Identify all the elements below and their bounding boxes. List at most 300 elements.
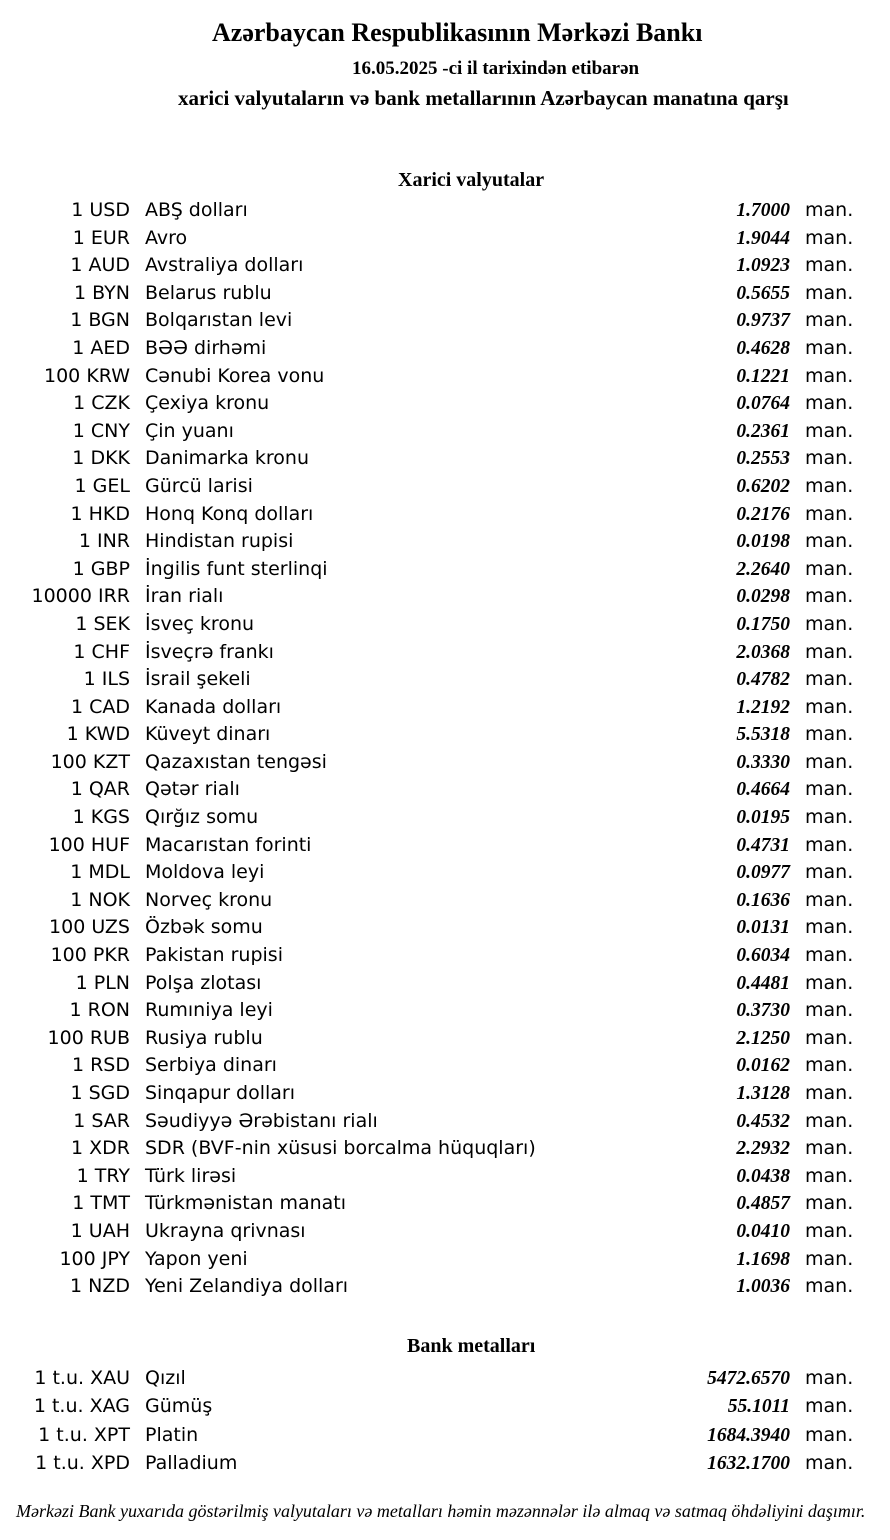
currency-code: BYN: [92, 281, 130, 304]
quantity-code-cell: [0, 528, 130, 556]
currency-row: [0, 1273, 890, 1301]
currency-row: [0, 307, 890, 335]
rate-value: 0.1750: [736, 613, 790, 635]
unit-label: man.: [805, 1026, 854, 1049]
page-title: Azərbaycan Respublikasının Mərkəzi Bankı: [212, 18, 703, 47]
currency-name: Çin yuanı: [145, 419, 234, 442]
quantity-code-cell: [0, 1025, 130, 1053]
currency-row: [0, 1163, 890, 1191]
quantity-code-cell: [0, 418, 130, 446]
quantity: 1: [71, 199, 84, 221]
quantity-code-cell: [0, 914, 130, 942]
currency-code: INR: [96, 530, 130, 553]
currency-row: [0, 197, 890, 225]
currency-row: [0, 1108, 890, 1136]
currency-name: Bolqarıstan levi: [145, 309, 293, 332]
currency-row: [0, 528, 890, 556]
quantity-code-cell: [0, 197, 130, 225]
currency-code: MDL: [88, 861, 130, 884]
rate-value: 0.3730: [736, 1000, 790, 1022]
quantity: 1: [71, 1054, 85, 1077]
currency-code: XDR: [89, 1137, 130, 1160]
quantity: 1: [72, 557, 85, 580]
unit-label: man.: [805, 281, 854, 304]
currency-name: ABŞ dolları: [145, 199, 248, 221]
currency-code: XAU: [90, 1367, 130, 1389]
currency-code: SGD: [88, 1082, 130, 1104]
quantity: 1: [72, 1192, 85, 1215]
quantity: 1: [78, 530, 91, 553]
currency-name: İsrail şekeli: [145, 668, 251, 691]
currency-row: [0, 1246, 890, 1274]
currency-row: [0, 335, 890, 363]
currency-row: [0, 252, 890, 280]
currency-name: Rumıniya leyi: [145, 999, 273, 1022]
unit-label: man.: [805, 254, 854, 277]
quantity: 100: [47, 1026, 84, 1049]
description-line: xarici valyutaların və bank metallarının Azərbaycan manatına qarşı: [178, 86, 789, 110]
currency-name: Serbiya dinarı: [145, 1054, 277, 1077]
quantity-code-cell: [0, 363, 130, 391]
unit-label: man.: [805, 1082, 854, 1104]
currency-code: AUD: [88, 254, 130, 277]
rate-value: 0.0438: [736, 1165, 790, 1187]
rate-value: 1.9044: [736, 227, 790, 249]
quantity-code-cell: [0, 1218, 130, 1246]
unit-label: man.: [805, 447, 854, 470]
currency-row: [0, 611, 890, 639]
metal-row: [0, 1421, 890, 1449]
quantity: 1: [73, 1109, 86, 1132]
currency-code: IRR: [97, 585, 130, 608]
unit-label: man.: [805, 916, 854, 939]
rate-value: 1.0923: [736, 255, 790, 277]
currency-code: GBP: [90, 557, 130, 580]
currency-name: Çexiya kronu: [145, 392, 270, 415]
currency-row: [0, 280, 890, 308]
currency-code: HKD: [88, 502, 130, 525]
currency-row: [0, 832, 890, 860]
currency-code: USD: [89, 199, 130, 221]
rate-value: 5472.6570: [707, 1368, 790, 1389]
quantity-code-cell: [0, 390, 130, 418]
quantity: 100: [50, 750, 87, 773]
unit-label: man.: [805, 778, 854, 801]
currency-code: KGS: [90, 806, 130, 829]
quantity-code-cell: [0, 280, 130, 308]
unit-label: man.: [805, 1219, 854, 1242]
quantity-code-cell: [0, 1080, 130, 1108]
currency-code: KRW: [86, 364, 130, 387]
quantity: 1: [70, 1275, 83, 1298]
unit-label: man.: [805, 806, 854, 829]
quantity-code-cell: [0, 776, 130, 804]
currency-code: TMT: [90, 1192, 130, 1215]
rate-value: 0.4664: [736, 779, 790, 801]
currency-code: UAH: [88, 1219, 130, 1242]
unit-label: man.: [805, 668, 854, 691]
currency-code: GEL: [92, 474, 130, 497]
unit-label: man.: [805, 557, 854, 580]
quantity: 1: [66, 723, 79, 746]
unit-label: man.: [805, 888, 854, 911]
currency-name: Moldova leyi: [145, 861, 265, 884]
currency-code: BGN: [88, 309, 130, 332]
rate-value: 0.0162: [736, 1055, 790, 1077]
currency-row: [0, 914, 890, 942]
rate-value: 0.2361: [736, 420, 790, 442]
quantity-code-cell: [0, 1108, 130, 1136]
quantity: 1: [73, 640, 86, 663]
metal-row: [0, 1392, 890, 1420]
quantity: 1: [73, 392, 86, 415]
currency-name: Yapon yeni: [145, 1247, 248, 1270]
unit-label: man.: [805, 723, 854, 746]
rate-value: 0.2176: [736, 503, 790, 525]
currency-code: RSD: [90, 1054, 130, 1077]
rate-value: 1.3128: [736, 1083, 790, 1104]
currency-row: [0, 556, 890, 584]
rate-value: 1632.1700: [707, 1452, 790, 1474]
quantity-code-cell: [0, 445, 130, 473]
unit-label: man.: [805, 309, 854, 332]
currency-name: Gümüş: [145, 1395, 213, 1418]
currency-row: [0, 501, 890, 529]
currency-code: CZK: [91, 392, 130, 415]
currency-name: Yeni Zelandiya dolları: [145, 1275, 349, 1298]
rate-value: 2.2640: [736, 558, 790, 580]
currency-row: [0, 225, 890, 253]
unit-label: man.: [805, 999, 854, 1022]
currency-row: [0, 887, 890, 915]
quantity-code-cell: [0, 804, 130, 832]
rate-value: 0.4628: [736, 337, 790, 359]
unit-label: man.: [805, 336, 854, 359]
rate-value: 2.2932: [736, 1138, 790, 1160]
currency-name: İngilis funt sterlinqi: [145, 557, 328, 580]
unit-label: man.: [805, 1109, 854, 1132]
currency-row: [0, 859, 890, 887]
rate-value: 0.6202: [736, 475, 790, 497]
quantity: 1: [70, 861, 83, 884]
quantity-code-cell: [0, 832, 130, 860]
rate-value: 0.3330: [736, 751, 790, 773]
effective-date-line: 16.05.2025 -ci il tarixindən etibarən: [352, 58, 640, 79]
currency-code: XPD: [90, 1451, 130, 1474]
currency-name: Türk lirəsi: [145, 1164, 237, 1187]
quantity: 1: [76, 1164, 89, 1187]
quantity: 1: [71, 1137, 84, 1160]
currency-row: [0, 997, 890, 1025]
quantity: 100: [48, 833, 85, 856]
currency-name: Platin: [145, 1423, 199, 1446]
rate-value: 0.1636: [736, 889, 790, 911]
quantity-code-cell: [0, 225, 130, 253]
unit-label: man.: [805, 1247, 854, 1270]
quantity-code-cell: [0, 887, 130, 915]
quantity: 1: [70, 888, 83, 911]
rate-value: 1684.3940: [707, 1424, 790, 1446]
currency-name: Kanada dolları: [145, 695, 282, 718]
currency-row: [0, 1052, 890, 1080]
currency-name: Danimarka kronu: [145, 447, 310, 470]
disclaimer-text: Mərkəzi Bank yuxarıda göstərilmiş valyutaları və metalları həmin məzənnələr ilə almaq və satmaq öhdəliyini daşımır.: [16, 1501, 866, 1521]
quantity: 1: [75, 971, 88, 994]
quantity-code-cell: [0, 611, 130, 639]
currency-name: İsveçrə frankı: [145, 640, 274, 663]
rate-value: 0.4731: [736, 834, 790, 856]
quantity: 1: [70, 778, 83, 801]
currency-code: KWD: [84, 723, 130, 746]
quantity-code-cell: [0, 1246, 130, 1274]
currency-name: Polşa zlotası: [145, 971, 262, 994]
quantity: 1 t.u.: [35, 1451, 85, 1474]
currency-name: Avro: [145, 226, 188, 249]
currency-name: Pakistan rupisi: [145, 944, 283, 967]
currency-code: XPT: [93, 1423, 130, 1446]
currency-row: [0, 1135, 890, 1163]
quantity-code-cell: [0, 970, 130, 998]
quantity-code-cell: [0, 1449, 130, 1477]
currency-name: Macarıstan forinti: [145, 833, 312, 856]
unit-label: man.: [805, 750, 854, 773]
currency-name: Qızıl: [145, 1367, 186, 1389]
currency-name: Rusiya rublu: [145, 1026, 263, 1049]
quantity-code-cell: [0, 307, 130, 335]
unit-label: man.: [805, 502, 854, 525]
unit-label: man.: [805, 199, 854, 221]
currency-name: Norveç kronu: [145, 888, 273, 911]
currency-name: Qırğız somu: [145, 806, 259, 829]
quantity-code-cell: [0, 997, 130, 1025]
rate-value: 0.0131: [736, 917, 790, 939]
metal-row: [0, 1364, 890, 1392]
unit-label: man.: [805, 971, 854, 994]
unit-label: man.: [805, 474, 854, 497]
quantity: 100: [59, 1247, 96, 1270]
currency-code: TRY: [94, 1164, 130, 1187]
currency-name: Cənubi Korea vonu: [145, 364, 325, 387]
currency-code: CAD: [89, 695, 130, 718]
quantity-code-cell: [0, 1364, 130, 1392]
currency-row: [0, 583, 890, 611]
quantity: 1: [70, 254, 83, 277]
quantity-code-cell: [0, 1190, 130, 1218]
quantity: 1: [69, 999, 82, 1022]
currency-code: HUF: [90, 833, 130, 856]
currency-row: [0, 694, 890, 722]
rate-value: 0.0195: [736, 807, 790, 829]
currency-row: [0, 749, 890, 777]
currency-table: [0, 197, 890, 1301]
rate-value: 0.1221: [736, 365, 790, 387]
rate-value: 0.0764: [736, 393, 790, 415]
quantity-code-cell: [0, 639, 130, 667]
unit-label: man.: [805, 944, 854, 967]
metals-table: [0, 1364, 890, 1477]
quantity: 100: [44, 364, 81, 387]
unit-label: man.: [805, 1451, 854, 1474]
section-title-foreign-currencies: Xarici valyutalar: [398, 169, 545, 191]
quantity-code-cell: [0, 749, 130, 777]
unit-label: man.: [805, 1137, 854, 1160]
currency-name: Türkmənistan manatı: [145, 1192, 347, 1215]
currency-name: Sinqapur dolları: [145, 1082, 296, 1104]
rate-value: 55.1011: [727, 1396, 790, 1418]
unit-label: man.: [805, 1275, 854, 1298]
unit-label: man.: [805, 364, 854, 387]
currency-row: [0, 363, 890, 391]
currency-code: QAR: [88, 778, 130, 801]
quantity: 1: [74, 474, 87, 497]
unit-label: man.: [805, 1054, 854, 1077]
unit-label: man.: [805, 419, 854, 442]
currency-name: İran rialı: [145, 585, 224, 608]
quantity: 1: [70, 309, 83, 332]
rate-value: 0.6034: [736, 945, 790, 967]
currency-code: DKK: [90, 447, 130, 470]
rate-value: 0.2553: [736, 448, 790, 470]
currency-name: İsveç kronu: [145, 612, 255, 635]
quantity: 1 t.u.: [38, 1423, 88, 1446]
unit-label: man.: [805, 226, 854, 249]
quantity-code-cell: [0, 666, 130, 694]
quantity-code-cell: [0, 1052, 130, 1080]
currency-row: [0, 1190, 890, 1218]
quantity-code-cell: [0, 335, 130, 363]
quantity: 1: [83, 668, 96, 691]
currency-name: Ukrayna qrivnası: [145, 1219, 306, 1242]
currency-code: SEK: [93, 612, 130, 635]
currency-code: CHF: [91, 640, 130, 663]
quantity: 100: [50, 944, 87, 967]
unit-label: man.: [805, 861, 854, 884]
currency-code: XAG: [89, 1395, 130, 1418]
currency-row: [0, 445, 890, 473]
metal-row: [0, 1449, 890, 1477]
quantity: 1: [72, 419, 85, 442]
currency-name: SDR (BVF-nin xüsusi borcalma hüquqları): [145, 1137, 536, 1160]
rate-value: 1.0036: [736, 1276, 790, 1298]
currency-row: [0, 390, 890, 418]
rate-value: 0.5655: [736, 282, 790, 304]
quantity-code-cell: [0, 1392, 130, 1420]
rate-value: 0.0410: [736, 1220, 790, 1242]
currency-name: Səudiyyə Ərəbistanı rialı: [145, 1109, 378, 1132]
rate-value: 0.4857: [736, 1193, 790, 1215]
currency-name: Avstraliya dolları: [145, 254, 304, 277]
currency-name: Gürcü larisi: [145, 474, 253, 497]
quantity-code-cell: [0, 501, 130, 529]
currency-name: Belarus rublu: [145, 281, 272, 304]
currency-name: Hindistan rupisi: [145, 530, 294, 553]
quantity-code-cell: [0, 1421, 130, 1449]
unit-label: man.: [805, 585, 854, 608]
rate-value: 5.5318: [736, 724, 790, 746]
currency-code: RUB: [89, 1026, 130, 1049]
unit-label: man.: [805, 1192, 854, 1215]
currency-name: Qətər rialı: [145, 778, 240, 801]
currency-code: PLN: [93, 971, 130, 994]
currency-code: EUR: [90, 226, 130, 249]
currency-code: AED: [90, 336, 130, 359]
unit-label: man.: [805, 1423, 854, 1446]
quantity: 1: [72, 226, 85, 249]
quantity: 1: [72, 447, 85, 470]
rate-value: 0.4481: [736, 972, 790, 994]
unit-label: man.: [805, 612, 854, 635]
unit-label: man.: [805, 392, 854, 415]
quantity: 1: [74, 281, 87, 304]
quantity-code-cell: [0, 1273, 130, 1301]
quantity: 1 t.u.: [33, 1395, 84, 1418]
currency-code: RON: [87, 999, 130, 1022]
unit-label: man.: [805, 1395, 854, 1418]
rate-value: 2.1250: [736, 1027, 790, 1049]
currency-name: Qazaxıstan tengəsi: [145, 750, 327, 773]
rate-value: 0.0298: [736, 586, 790, 608]
quantity-code-cell: [0, 694, 130, 722]
unit-label: man.: [805, 530, 854, 553]
currency-name: BƏƏ dirhəmi: [145, 336, 267, 359]
currency-row: [0, 942, 890, 970]
quantity-code-cell: [0, 583, 130, 611]
currency-row: [0, 666, 890, 694]
rate-value: 0.0977: [736, 862, 790, 884]
quantity: 10000: [31, 585, 92, 608]
quantity: 100: [49, 916, 86, 939]
rate-value: 1.7000: [736, 200, 790, 221]
quantity: 1: [70, 695, 84, 718]
rate-value: 0.4782: [736, 669, 790, 691]
rate-value: 0.0198: [736, 531, 790, 553]
unit-label: man.: [805, 1164, 854, 1187]
currency-name: Küveyt dinarı: [145, 723, 271, 746]
currency-row: [0, 473, 890, 501]
quantity: 1: [72, 336, 85, 359]
currency-row: [0, 776, 890, 804]
currency-code: JPY: [101, 1247, 130, 1270]
rate-value: 0.9737: [736, 310, 790, 332]
currency-row: [0, 1218, 890, 1246]
currency-code: NZD: [88, 1275, 130, 1298]
currency-code: PKR: [92, 944, 130, 967]
unit-label: man.: [805, 1367, 854, 1389]
quantity: 1: [70, 502, 83, 525]
currency-row: [0, 639, 890, 667]
rate-value: 1.1698: [736, 1248, 790, 1270]
currency-row: [0, 418, 890, 446]
section-title-bank-metals: Bank metalları: [407, 1335, 536, 1357]
quantity: 1: [70, 1219, 83, 1242]
currency-code: NOK: [88, 888, 130, 911]
quantity: 1: [75, 612, 88, 635]
quantity-code-cell: [0, 942, 130, 970]
currency-row: [0, 970, 890, 998]
currency-code: SAR: [91, 1109, 130, 1132]
currency-row: [0, 804, 890, 832]
quantity-code-cell: [0, 556, 130, 584]
quantity-code-cell: [0, 252, 130, 280]
currency-code: ILS: [101, 668, 130, 691]
currency-code: CNY: [90, 419, 130, 442]
currency-code: UZS: [91, 916, 130, 939]
currency-row: [0, 1025, 890, 1053]
rate-value: 1.2192: [736, 696, 790, 718]
quantity: 1 t.u.: [34, 1367, 85, 1389]
rate-value: 0.4532: [736, 1110, 790, 1132]
unit-label: man.: [805, 833, 854, 856]
